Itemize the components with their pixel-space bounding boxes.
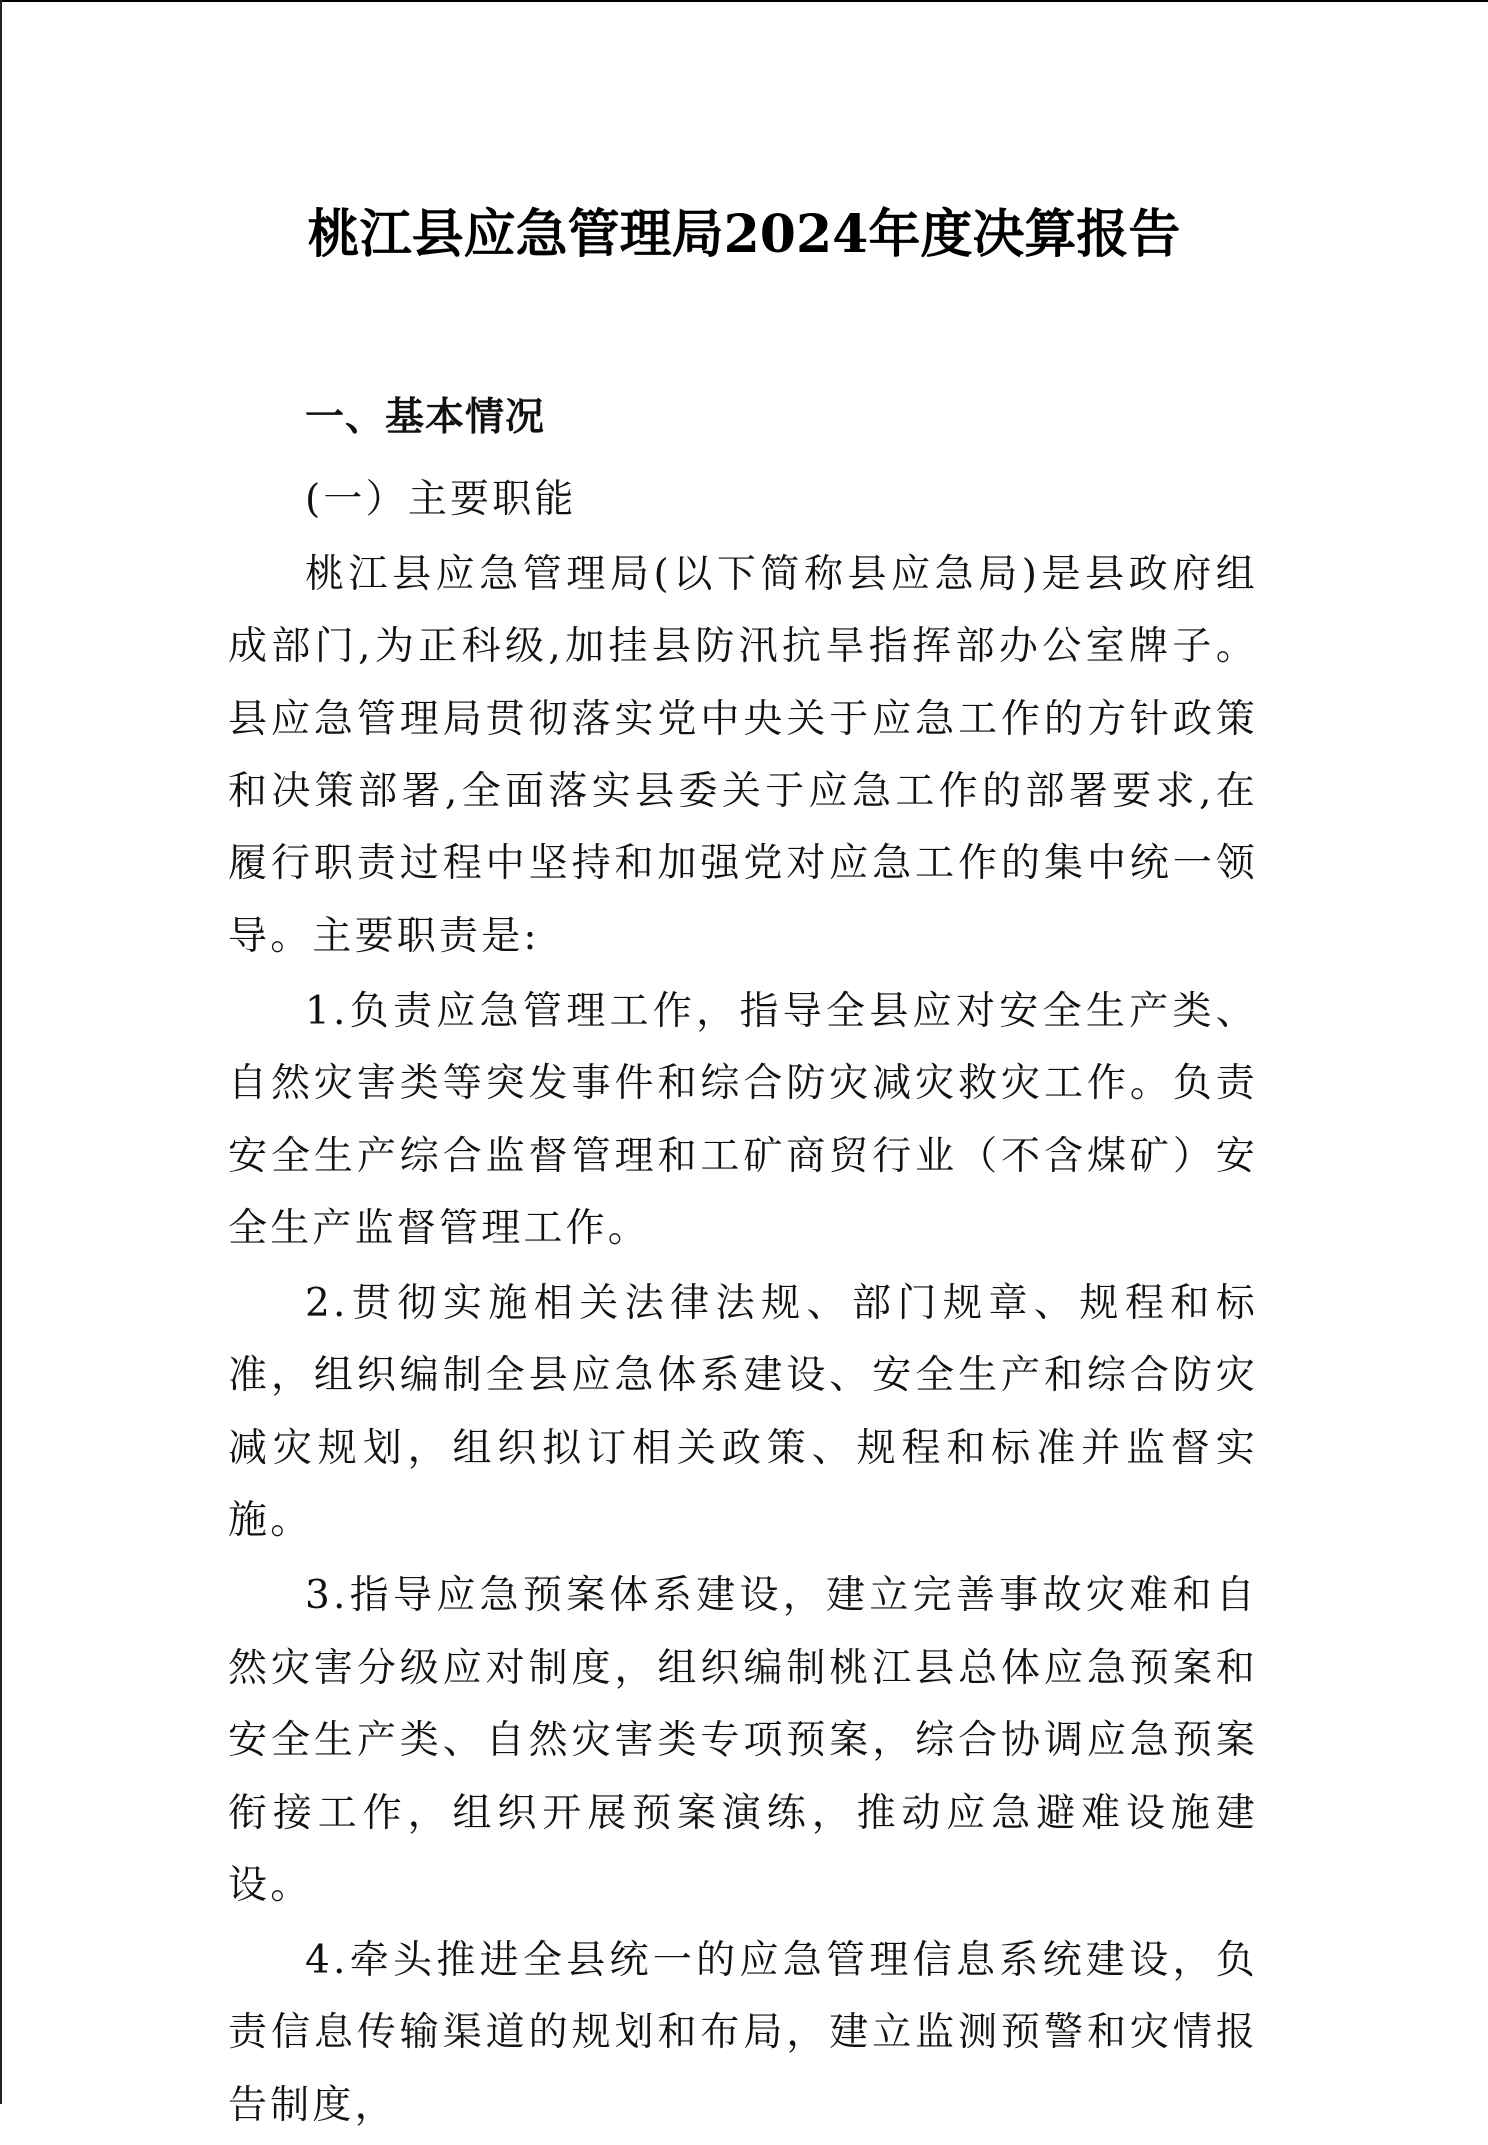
paragraph-intro: 桃江县应急管理局(以下简称县应急局)是县政府组成部门,为正科级,加挂县防汛抗旱指挥部办公室牌子。县应急管理局贯彻落实党中央关于应急工作的方针政策和决策部署,全面落实县委关于应急工作的部署要求,在履行职责过程中坚持和加强党对应急工作的集中统一领导。主要职责是: bbox=[228, 551, 1259, 959]
section-heading-basic-info: 一、基本情况 bbox=[305, 395, 546, 440]
page-left-border bbox=[0, 0, 2, 2104]
paragraph-duty-3: 3.指导应急预案体系建设，建立完善事故灾难和自然灾害分级应对制度，组织编制桃江县总体应急预案和安全生产类、自然灾害类专项预案，综合协调应急预案衔接工作，组织开展预案演练，推动应急避难设施建设。 bbox=[228, 1573, 1258, 1908]
paragraph-duty-2: 2.贯彻实施相关法律法规、部门规章、规程和标准，组织编制全县应急体系建设、安全生产和综合防灾减灾规划，组织拟订相关政策、规程和标准并监督实施。 bbox=[228, 1281, 1258, 1544]
document-title: 桃江县应急管理局2024年度决算报告 bbox=[307, 204, 1181, 265]
page-top-border bbox=[0, 0, 1488, 2]
document-body bbox=[228, 382, 1258, 2145]
subsection-heading-main-functions: (一）主要职能 bbox=[305, 477, 577, 523]
paragraph-duty-4: 4.牵头推进全县统一的应急管理信息系统建设，负责信息传输渠道的规划和布局，建立监测预警和灾情报告制度， bbox=[228, 1937, 1258, 2128]
paragraph-duty-1: 1.负责应急管理工作，指导全县应对安全生产类、自然灾害类等突发事件和综合防灾减灾救灾工作。负责安全生产综合监督管理和工矿商贸行业（不含煤矿）安全生产监督管理工作。 bbox=[228, 988, 1258, 1252]
